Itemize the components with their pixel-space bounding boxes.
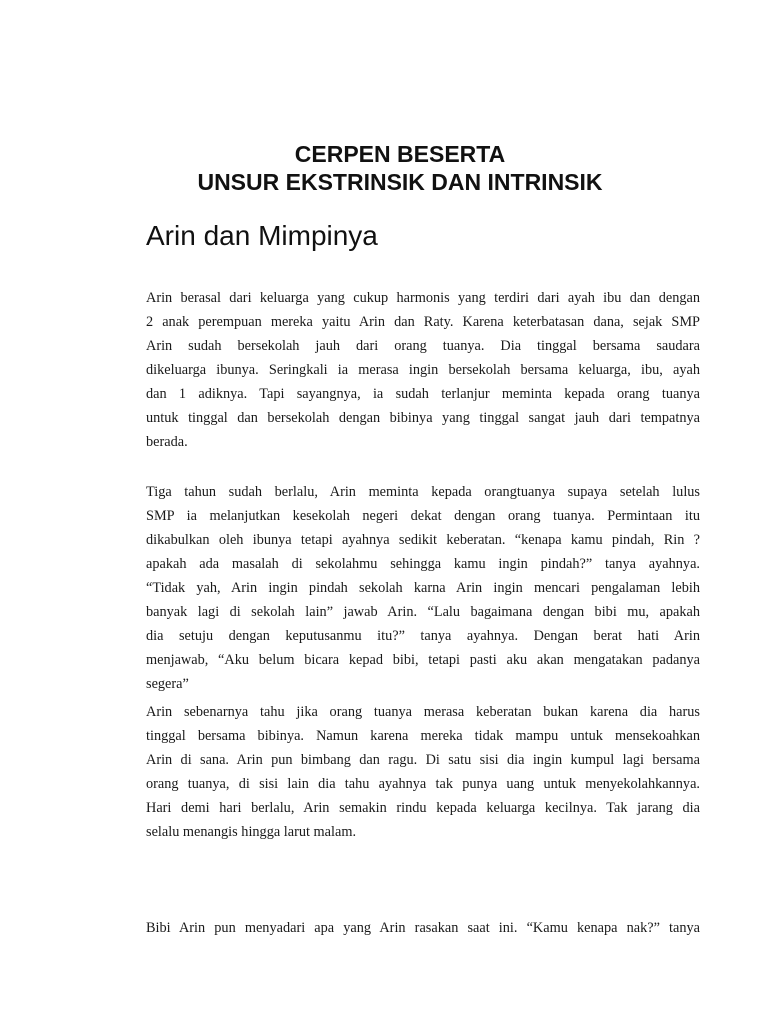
text-line: 2 anak perempuan mereka yaitu Arin dan Raty. Karena keterbatasan dana, sejak SMP — [146, 314, 700, 330]
paragraph-4 — [146, 916, 700, 940]
story-title: Arin dan Mimpinya — [146, 220, 378, 251]
text-line: dikabulkan oleh ibunya tetapi ayahnya sedikit keberatan. “kenapa kamu pindah, Rin ? — [146, 532, 700, 548]
text-line: orang tuanya, di sisi lain dia tahu ayahnya tak punya uang untuk menyekolahkannya. — [146, 776, 700, 792]
text-line: Arin sudah bersekolah jauh dari orang tuanya. Dia tinggal bersama saudara — [146, 338, 700, 354]
heading-line-2: UNSUR EKSTRINSIK DAN INTRINSIK — [197, 169, 603, 195]
text-line: Hari demi hari berlalu, Arin semakin rindu kepada keluarga kecilnya. Tak jarang dia — [146, 800, 700, 816]
text-line: Arin sebenarnya tahu jika orang tuanya merasa keberatan bukan karena dia harus — [146, 704, 700, 720]
text-line: Tiga tahun sudah berlalu, Arin meminta kepada orangtuanya supaya setelah lulus — [146, 484, 700, 500]
text-line: untuk tinggal dan bersekolah dengan bibinya yang tinggal sangat jauh dari tempatnya — [146, 410, 700, 426]
paragraph-1 — [146, 286, 700, 454]
text-line: Bibi Arin pun menyadari apa yang Arin rasakan saat ini. “Kamu kenapa nak?” tanya — [146, 920, 700, 936]
text-line: selalu menangis hingga larut malam. — [146, 824, 357, 840]
text-line: “Tidak yah, Arin ingin pindah sekolah karna Arin ingin mencari pengalaman lebih — [146, 580, 700, 596]
text-line: apakah ada masalah di sekolahmu sehingga kamu ingin pindah?” tanya ayahnya. — [146, 556, 700, 572]
paragraph-2 — [146, 480, 700, 696]
heading-line-1: CERPEN BESERTA — [294, 141, 506, 167]
paragraph-3 — [146, 700, 700, 844]
text-line: banyak lagi di sekolah lain” jawab Arin. “Lalu bagaimana dengan bibi mu, apakah — [146, 604, 700, 620]
text-line: dan 1 adiknya. Tapi sayangnya, ia sudah terlanjur meminta kepada orang tuanya — [146, 386, 700, 402]
text-line: SMP ia melanjutkan kesekolah negeri dekat dengan orang tuanya. Permintaan itu — [146, 508, 700, 524]
text-line: segera” — [146, 676, 189, 692]
text-line: Arin berasal dari keluarga yang cukup harmonis yang terdiri dari ayah ibu dan dengan — [146, 290, 700, 306]
text-line: menjawab, “Aku belum bicara kepad bibi, tetapi pasti aku akan mengatakan padanya — [146, 652, 700, 668]
text-line: Arin di sana. Arin pun bimbang dan ragu. Di satu sisi dia ingin kumpul lagi bersama — [146, 752, 700, 768]
text-line: tinggal bersama bibinya. Namun karena mereka tidak mampu untuk mensekoahkan — [146, 728, 700, 744]
text-line: dikeluarga ibunya. Seringkali ia merasa ingin bersekolah bersama keluarga, ibu, ayah — [146, 362, 700, 378]
document-heading — [146, 140, 654, 196]
text-line: dia setuju dengan keputusanmu itu?” tanya ayahnya. Dengan berat hati Arin — [146, 628, 700, 644]
text-line: berada. — [146, 434, 188, 450]
